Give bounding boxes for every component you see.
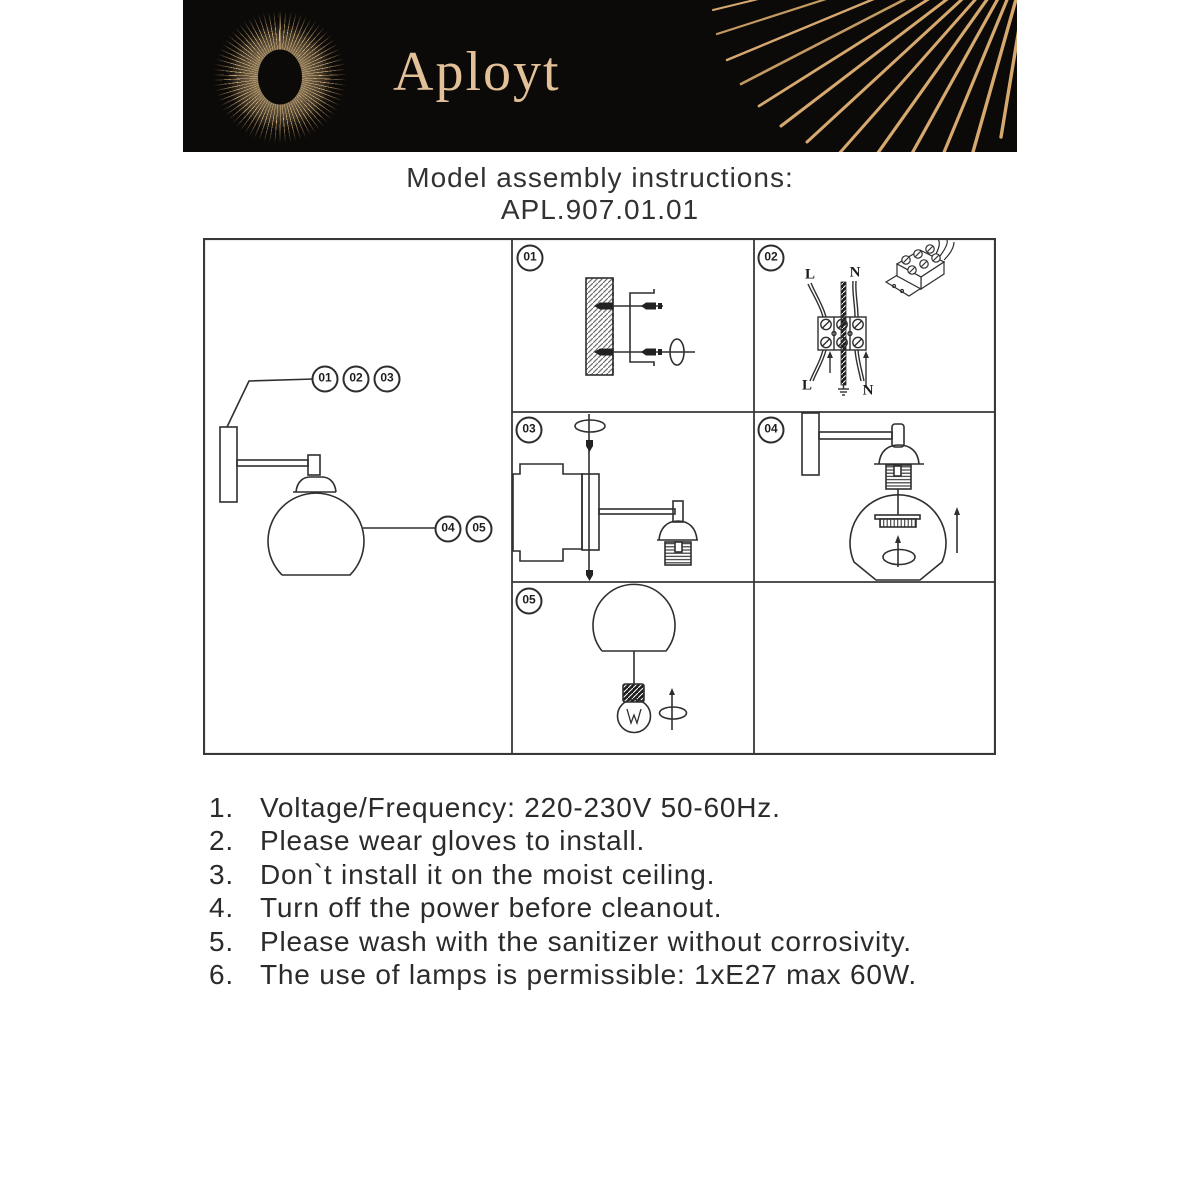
assembly-diagram: [203, 238, 996, 755]
brand-name: Aployt: [393, 41, 561, 103]
item-text: Please wear gloves to install.: [260, 825, 646, 857]
wire-label-neutral-bottom: N: [862, 382, 874, 399]
callout-04: 04: [435, 516, 462, 543]
item-number: 1.: [209, 792, 234, 823]
list-item: [203, 791, 1013, 824]
rays-decoration-icon: [687, 0, 1017, 152]
item-text: Please wash with the sanitizer without corrosivity.: [260, 925, 912, 957]
list-item: [203, 958, 1013, 991]
terminal-block-3d: [886, 239, 954, 296]
filament: [627, 709, 641, 723]
mounting-plate-back: [513, 464, 582, 561]
callout-01: 01: [312, 366, 339, 393]
rotation-icon: [883, 550, 915, 565]
title-block: [0, 162, 1200, 225]
list-item: [203, 891, 1013, 924]
callout-leader-top: [227, 379, 314, 427]
shade-dome: [659, 521, 697, 540]
item-number: 2.: [209, 825, 234, 857]
lamp-arm: [819, 432, 892, 439]
page-title: Model assembly instructions:: [406, 162, 794, 193]
panel-label-02: 02: [758, 245, 785, 272]
wire-label-live-bottom: L: [801, 377, 813, 394]
lamp-arm: [599, 509, 675, 514]
wire-label-neutral-top: N: [849, 264, 861, 281]
wall-lamp-drawing: [220, 379, 436, 575]
list-item: [203, 925, 1013, 958]
item-number: 5.: [209, 925, 234, 957]
panel-03-drawing: [513, 414, 698, 581]
shade-dome: [879, 445, 919, 464]
wall-plate: [220, 427, 237, 502]
panel-04-drawing: [802, 413, 960, 580]
neutral-wire: [853, 281, 855, 317]
item-text: Turn off the power before cleanout.: [260, 892, 723, 924]
item-number: 3.: [209, 858, 234, 890]
item-text: The use of lamps is permissible: 1xE27 max 60W.: [260, 959, 917, 991]
callout-02: 02: [343, 366, 370, 393]
item-number: 6.: [209, 959, 234, 991]
item-text: Don`t install it on the moist ceiling.: [260, 858, 716, 890]
glass-globe: [593, 584, 675, 651]
rotation-icon: [660, 707, 687, 719]
screw: [586, 440, 593, 452]
wall-plate: [802, 413, 819, 475]
panel-05-drawing: [593, 584, 687, 732]
item-text: Voltage/Frequency: 220-230V 50-60Hz.: [260, 792, 781, 823]
panel-02-drawing: [808, 239, 954, 395]
item-number: 4.: [209, 892, 234, 924]
instructions-list: [203, 791, 1013, 991]
panel-label-04: 04: [758, 417, 785, 444]
starburst-logo-icon: [213, 10, 347, 144]
brand-banner: [183, 0, 1017, 152]
panel-label-05: 05: [516, 588, 543, 615]
ground-symbol-icon: [838, 385, 849, 395]
lamp-arm: [237, 460, 308, 466]
wire-label-live-top: L: [804, 266, 816, 283]
glass-globe: [268, 493, 364, 575]
ground-wire: [841, 282, 846, 385]
panel-label-03: 03: [516, 417, 543, 444]
callout-03: 03: [374, 366, 401, 393]
screw: [586, 570, 593, 581]
mounting-plate-side: [582, 474, 599, 550]
diagram-drawing: [203, 238, 996, 755]
panel-01-drawing: [586, 278, 695, 375]
socket-cover: [308, 455, 320, 475]
rotation-icon: [575, 420, 605, 432]
live-wire: [808, 284, 823, 317]
callout-05: 05: [466, 516, 493, 543]
shade-dome: [296, 477, 336, 492]
model-code: APL.907.01.01: [500, 193, 700, 225]
list-item: [203, 824, 1013, 857]
hatched-wall: [586, 278, 613, 375]
socket-cover: [892, 424, 904, 447]
list-item: [203, 858, 1013, 891]
panel-label-01: 01: [517, 245, 544, 272]
